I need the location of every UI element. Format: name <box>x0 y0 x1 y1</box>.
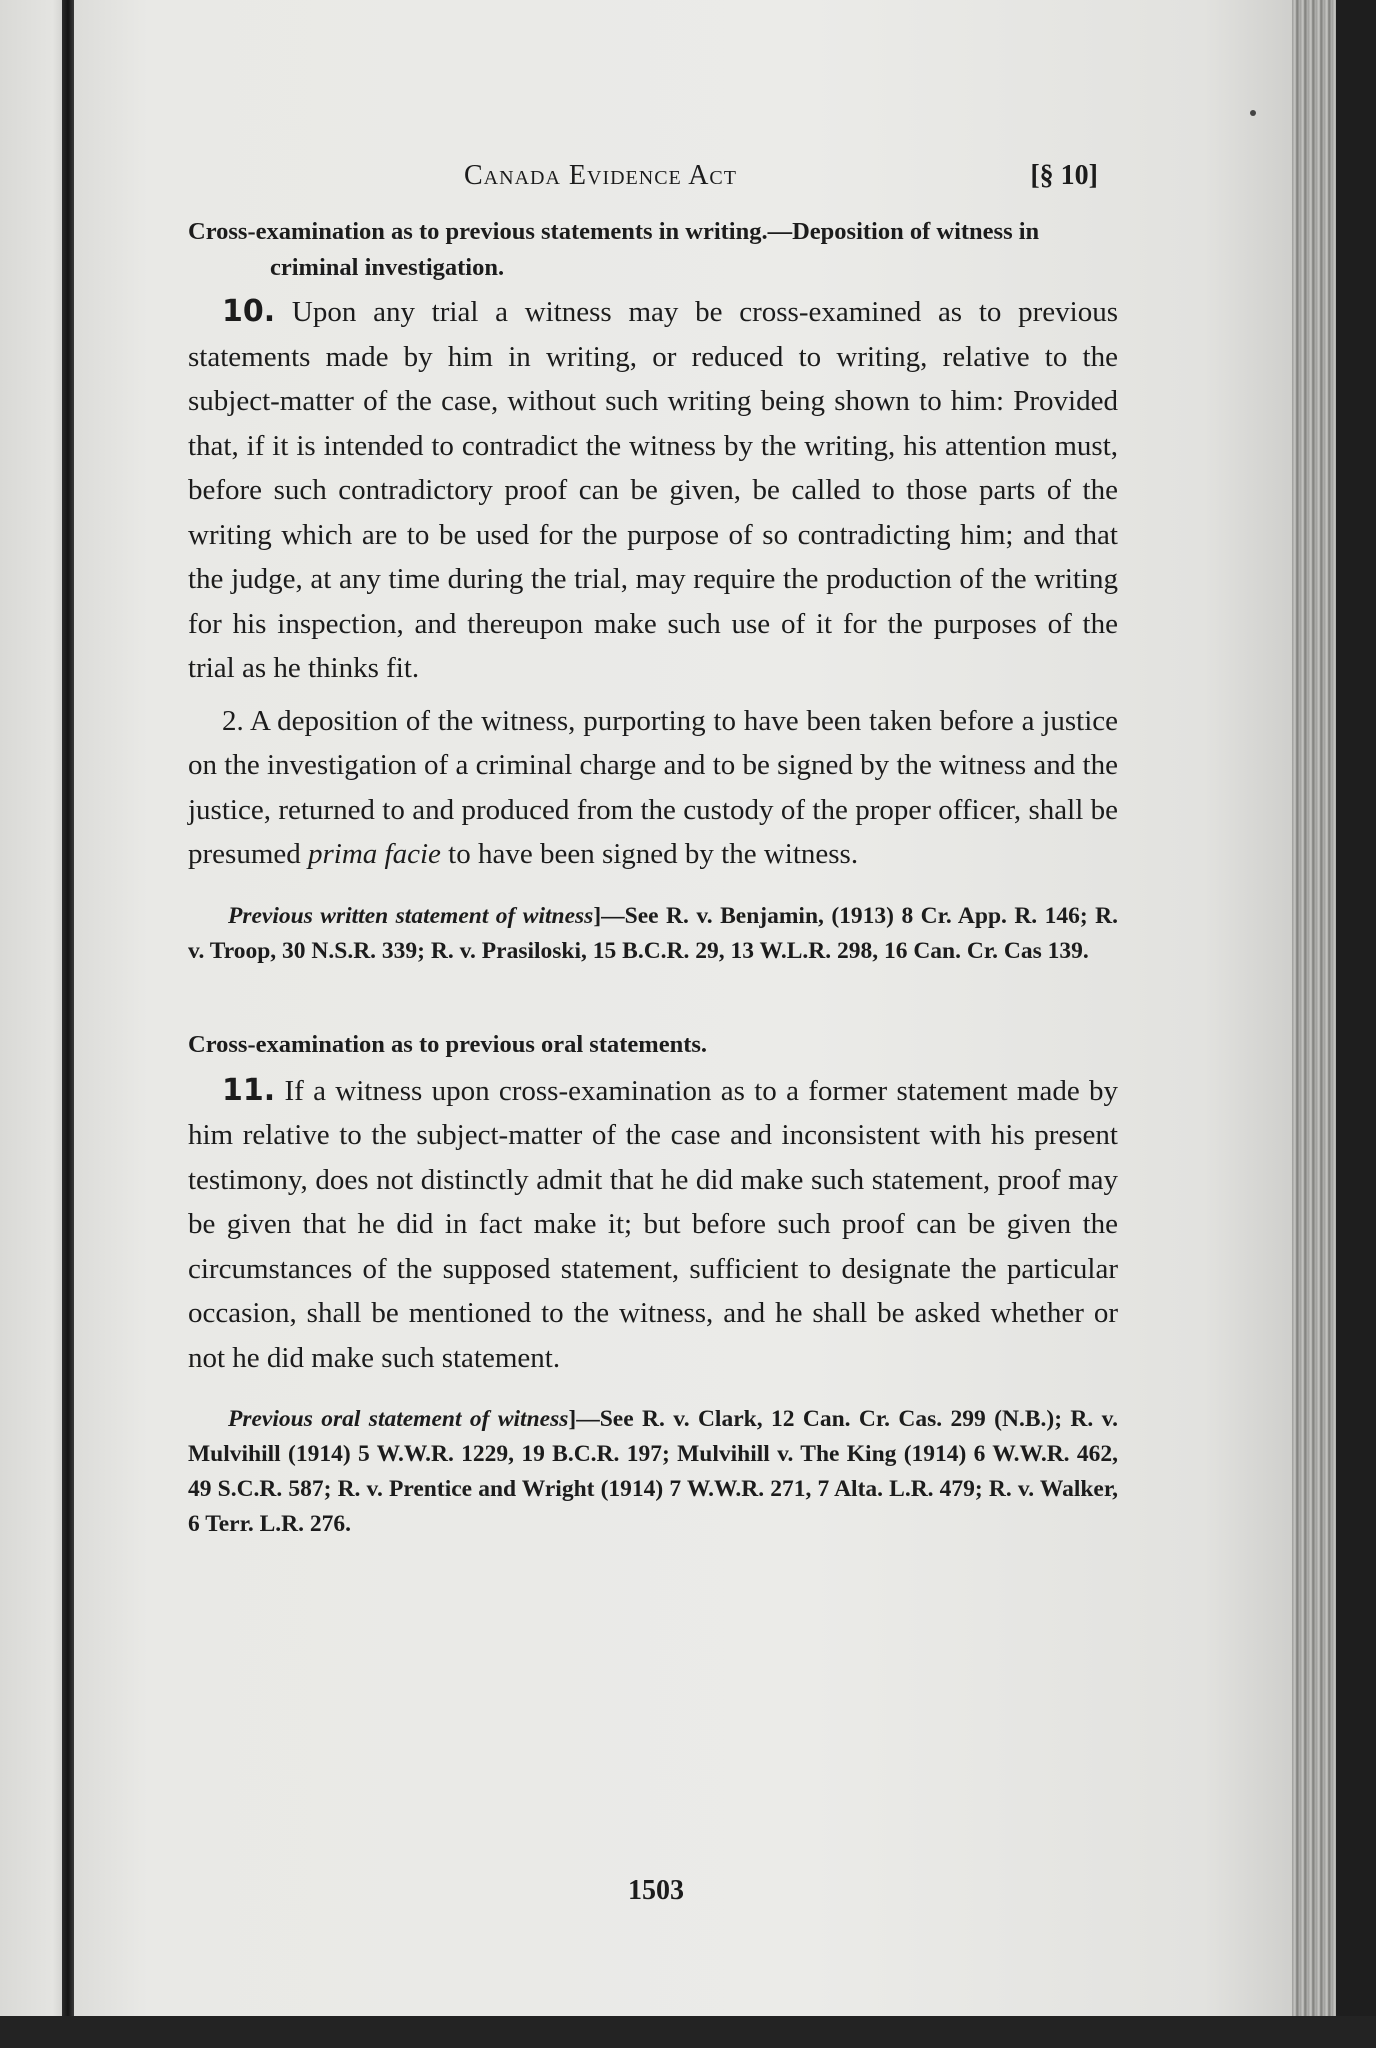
section-10-heading: Cross-examination as to previous statements in writing.—Deposition of witness in criminal investigation. <box>188 218 1040 281</box>
section-10-text: Upon any trial a witness may be cross-examined as to previous statements made by him in writing, or reduced to writing, relative to the subject-matter of the case, without such writing being shown to him: Provided that, if it is intended to contradict the witness by the writing, his attention must, before such contradictory proof can be given, be called to those parts of the writing which are to be used for the purpose of so contradicting him; and that the judge, at any time during the trial, may require the production of the writing for his inspection, and thereupon make such use of it for the purposes of the trial as he thinks fit. <box>188 296 1118 684</box>
page-edges <box>1292 0 1340 2048</box>
section-11-number: 11. <box>222 1072 276 1108</box>
background-right <box>1336 0 1376 2048</box>
section-reference: [§ 10] <box>1030 160 1098 191</box>
running-head <box>188 160 1118 204</box>
section-10-subsection-2 <box>188 699 1118 877</box>
running-title: Canada Evidence Act <box>464 160 737 191</box>
book-gutter <box>62 0 74 2048</box>
subsection-2-text: 2. A deposition of the witness, purporting to have been taken before a justice on the investigation of a criminal charge and to be signed by the witness and the justice, returned to and produced from the custody of the proper officer, shall be presumed <box>188 704 1118 870</box>
section-11-heading: Cross-examination as to previous oral statements. <box>188 1030 708 1058</box>
section-10-note-text: ]—See R. v. Benjamin, (1913) 8 Cr. App. R. 146; R. v. Troop, 30 N.S.R. 339; R. v. Prasiloski, 15 B.C.R. 29, 13 W.L.R. 298, 16 Can. Cr. Cas 139. <box>188 902 1118 964</box>
section-10-annotation <box>188 899 1118 969</box>
facing-page-margin <box>0 0 66 2048</box>
section-10-note-title: Previous written statement of witness <box>228 902 594 929</box>
section-11-note-text: ]—See R. v. Clark, 12 Can. Cr. Cas. 299 (N.B.); R. v. Mulvihill (1914) 5 W.W.R. 1229, 19 B.C.R. 197; Mulvihill v. The King (1914) 6 W.W.R. 462, 49 S.C.R. 587; R. v. Prentice and Wright (1914) 7 W.W.R. 271, 7 Alta. L.R. 479; R. v. Walker, 6 Terr. L.R. 276. <box>188 1406 1118 1537</box>
page-content <box>188 160 1118 1542</box>
section-11-note-title: Previous oral statement of witness <box>228 1406 569 1432</box>
subsection-2-end: to have been signed by the witness. <box>448 838 859 870</box>
section-11-text: If a witness upon cross-examination as to a former statement made by him relative to the subject-matter of the case and inconsistent with his present testimony, does not distinctly admit that he did make such statement, proof may be given that he did in fact make it; but before such proof can be given the circumstances of the supposed statement, sufficient to designate the particular occasion, shall be mentioned to the witness, and he shall be asked whether or not he did make such statement. <box>188 1074 1119 1374</box>
section-10-paragraph <box>188 290 1118 691</box>
section-11-annotation <box>188 1402 1118 1542</box>
speck <box>1250 110 1256 116</box>
background-bottom <box>0 2016 1376 2048</box>
section-10-number: 10. <box>222 294 276 329</box>
subsection-2-italic: prima facie <box>308 838 441 870</box>
section-11-paragraph <box>188 1069 1118 1381</box>
page-number: 1503 <box>628 1875 684 1906</box>
